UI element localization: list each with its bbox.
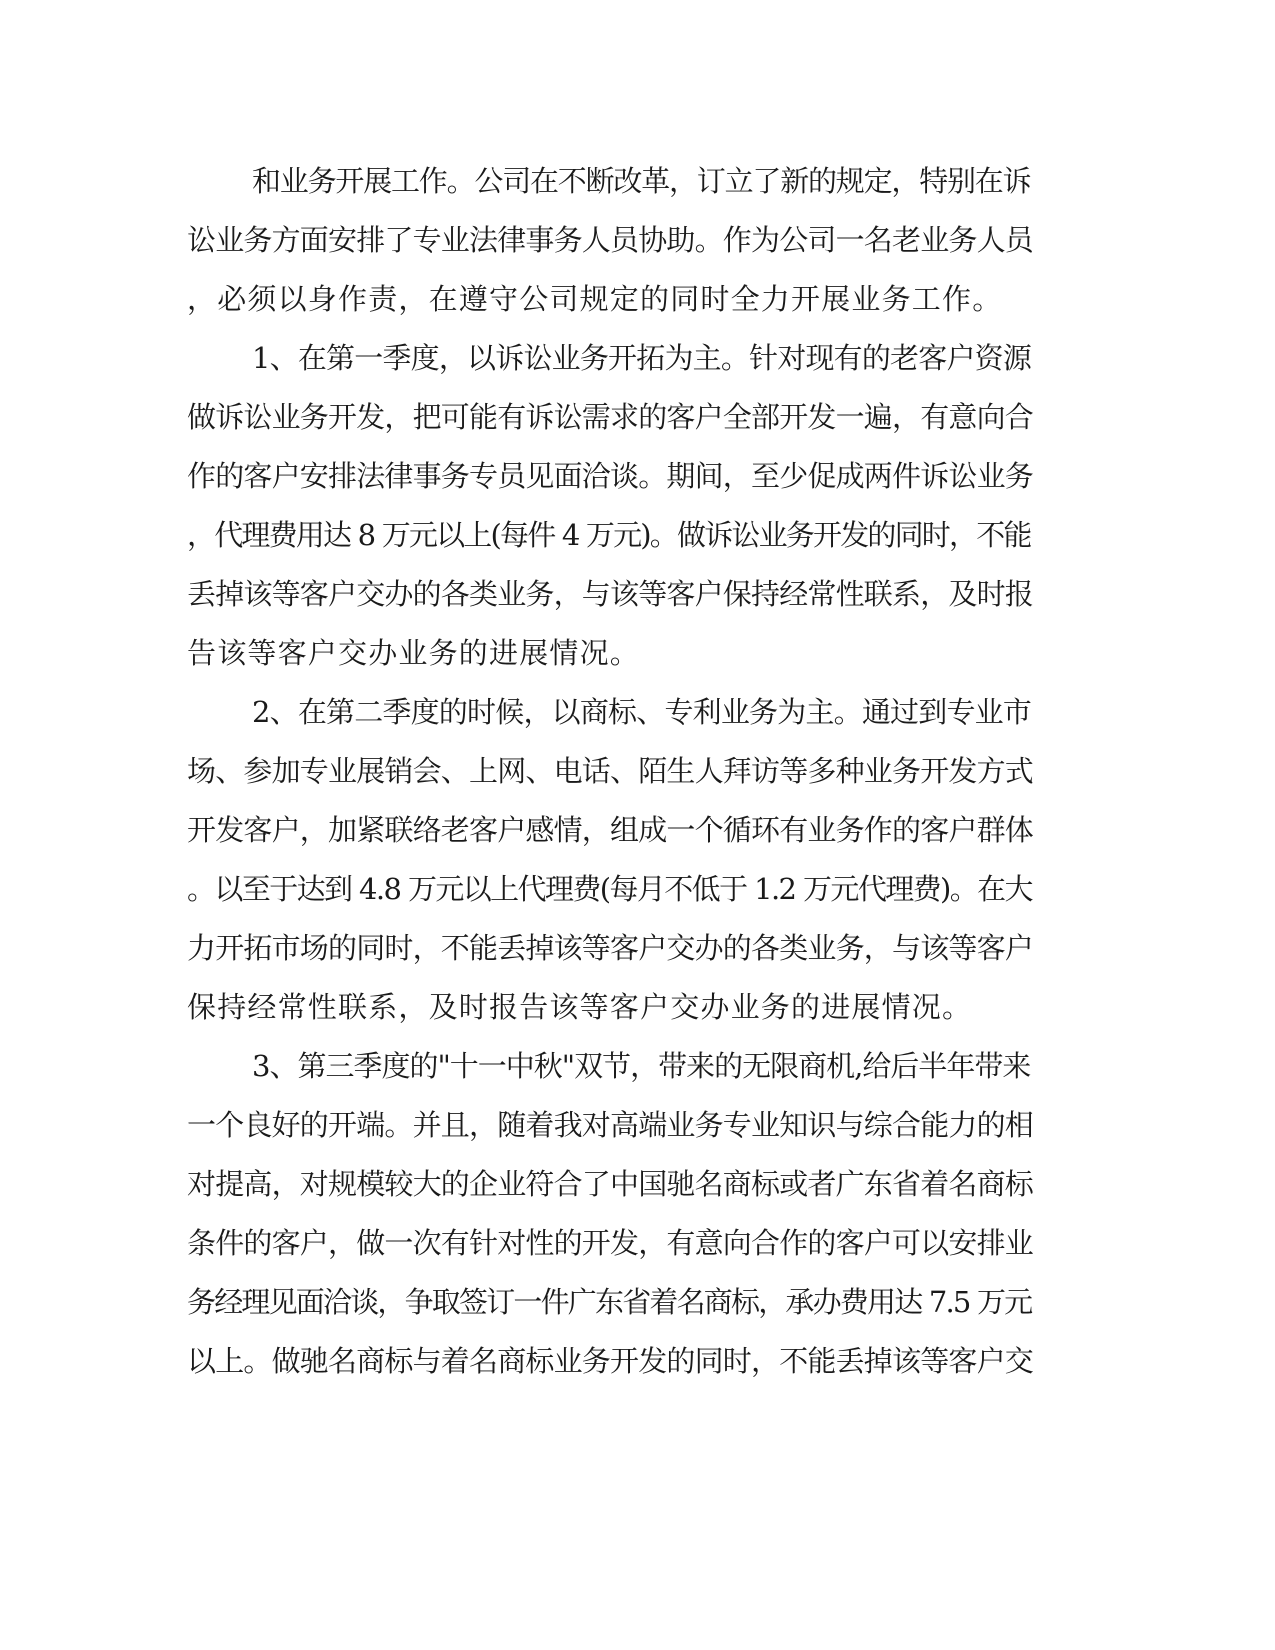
- text-line: 务经理见面洽谈，争取签订一件广东省着名商标，承办费用达 7.5 万元: [187, 1285, 1032, 1319]
- text-line: 保持经常性联系，及时报告该等客户交办业务的进展情况。: [187, 990, 973, 1024]
- text-line: 做诉讼业务开发，把可能有诉讼需求的客户全部开发一遍，有意向合: [187, 400, 1034, 434]
- text-line: 开发客户，加紧联络老客户感情，组成一个循环有业务作的客户群体: [187, 813, 1034, 847]
- text-line: 以上。做驰名商标与着名商标业务开发的同时，不能丢掉该等客户交: [187, 1344, 1034, 1378]
- text-line: 2、在第二季度的时候，以商标、专利业务为主。通过到专业市: [252, 695, 1032, 729]
- text-line: 作的客户安排法律事务专员见面洽谈。期间，至少促成两件诉讼业务: [187, 459, 1034, 493]
- text-line: 丢掉该等客户交办的各类业务，与该等客户保持经常性联系，及时报: [187, 577, 1034, 611]
- text-line: 条件的客户，做一次有针对性的开发，有意向合作的客户可以安排业: [187, 1226, 1034, 1260]
- text-line: 。以至于达到 4.8 万元以上代理费(每月不低于 1.2 万元代理费)。在大: [187, 872, 1032, 906]
- text-line: 3、第三季度的"十一中秋"双节，带来的无限商机,给后半年带来: [252, 1049, 1031, 1083]
- text-line: ，必须以身作责，在遵守公司规定的同时全力开展业务工作。: [187, 282, 1003, 316]
- text-line: 1、在第一季度，以诉讼业务开拓为主。针对现有的老客户资源: [252, 341, 1032, 375]
- text-line: 对提高，对规模较大的企业符合了中国驰名商标或者广东省着名商标: [187, 1167, 1034, 1201]
- text-line: 和业务开展工作。公司在不断改革，订立了新的规定，特别在诉: [252, 164, 1031, 198]
- text-line: 告该等客户交办业务的进展情况。: [187, 636, 641, 670]
- text-line: 一个良好的开端。并且，随着我对高端业务专业知识与综合能力的相: [187, 1108, 1034, 1142]
- text-line: 场、参加专业展销会、上网、电话、陌生人拜访等多种业务开发方式: [187, 754, 1034, 788]
- text-line: 力开拓市场的同时，不能丢掉该等客户交办的各类业务，与该等客户: [187, 931, 1034, 965]
- text-line: 讼业务方面安排了专业法律事务人员协助。作为公司一名老业务人员: [187, 223, 1034, 257]
- text-line: ，代理费用达 8 万元以上(每件 4 万元)。做诉讼业务开发的同时，不能: [187, 518, 1031, 552]
